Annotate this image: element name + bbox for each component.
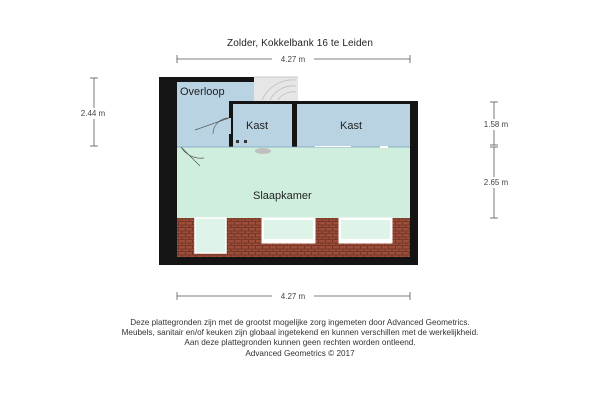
room-label-slaapkamer: Slaapkamer xyxy=(253,190,312,202)
disclaimer-line-1: Deze plattegronden zijn met de grootst mogelijke zorg ingemeten door Advanced Geometrics. xyxy=(130,318,470,327)
room-label-kast-right: Kast xyxy=(340,120,363,132)
plan-title: Zolder, Kokkelbank 16 te Leiden xyxy=(227,38,373,49)
dimension-left-label: 2.44 m xyxy=(80,109,106,118)
room-label-kast-left: Kast xyxy=(246,120,269,132)
dimension-right-lower xyxy=(476,147,516,218)
dimension-right-upper xyxy=(476,102,516,145)
dimension-bottom-label: 4.27 m xyxy=(280,292,306,301)
dimension-right-upper-label: 1.58 m xyxy=(483,120,509,129)
disclaimer-line-4: Advanced Geometrics © 2017 xyxy=(245,348,355,358)
dimension-bottom xyxy=(177,290,410,301)
stair-area xyxy=(254,77,298,101)
dimension-left xyxy=(72,78,114,146)
room-slaapkamer xyxy=(177,147,410,218)
disclaimer-line-3: Aan deze plattegronden kunnen geen rechten worden ontleend. xyxy=(184,338,416,348)
room-overloop-extension xyxy=(229,82,254,101)
dimension-top xyxy=(177,53,410,64)
disclaimer-line-2: Meubels, sanitair en/of keuken zijn globaal ingetekend en kunnen verschillen met de werkelijkheid. xyxy=(121,328,479,338)
disclaimer xyxy=(0,318,600,359)
room-label-overloop: Overloop xyxy=(180,86,225,98)
dimension-right-lower-label: 2.65 m xyxy=(483,178,509,187)
dimension-top-label: 4.27 m xyxy=(280,55,306,64)
